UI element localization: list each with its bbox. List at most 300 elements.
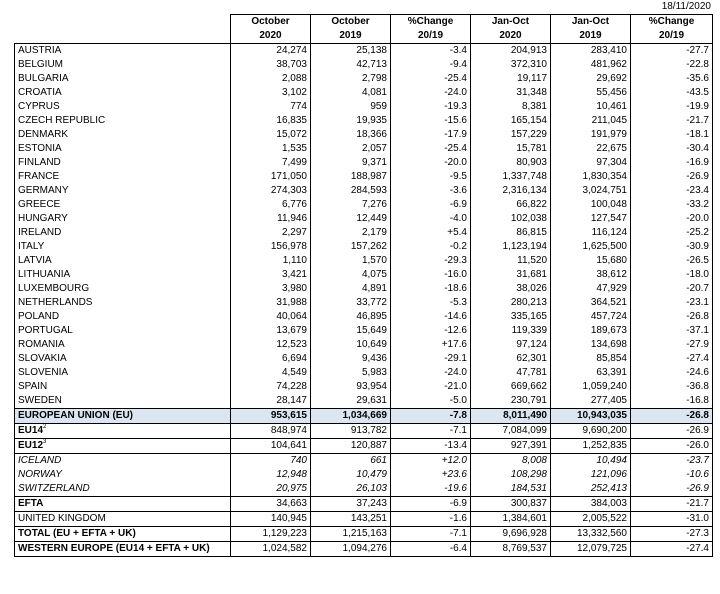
value-cell: 8,769,537 xyxy=(471,542,551,557)
value-cell: -26.9 xyxy=(631,424,713,439)
country-row xyxy=(15,282,713,296)
registrations-table xyxy=(14,14,713,557)
value-cell: 29,692 xyxy=(551,72,631,86)
value-cell: 10,494 xyxy=(551,454,631,469)
table-header xyxy=(15,15,713,44)
col-header: Jan-Oct 2020 xyxy=(471,15,551,44)
country-row xyxy=(15,338,713,352)
value-cell: -19.6 xyxy=(391,482,471,497)
row-label-text: EFTA xyxy=(18,498,44,509)
value-cell: -27.3 xyxy=(631,527,713,542)
value-cell: 7,499 xyxy=(231,156,311,170)
row-label-text: LATVIA xyxy=(18,255,52,266)
value-cell: -18.0 xyxy=(631,268,713,282)
value-cell: -27.9 xyxy=(631,338,713,352)
value-cell: 31,348 xyxy=(471,86,551,100)
value-cell: -6.4 xyxy=(391,542,471,557)
row-label-text: CZECH REPUBLIC xyxy=(18,115,106,126)
value-cell: 191,979 xyxy=(551,128,631,142)
value-cell: -21.0 xyxy=(391,380,471,394)
value-cell: 384,003 xyxy=(551,497,631,512)
value-cell: -25.4 xyxy=(391,142,471,156)
value-cell: 1,024,582 xyxy=(231,542,311,557)
value-cell: -26.8 xyxy=(631,310,713,324)
value-cell: 119,339 xyxy=(471,324,551,338)
value-cell: 97,304 xyxy=(551,156,631,170)
value-cell: 42,713 xyxy=(311,58,391,72)
value-cell: 4,891 xyxy=(311,282,391,296)
value-cell: +23.6 xyxy=(391,468,471,482)
value-cell: 31,681 xyxy=(471,268,551,282)
value-cell: 100,048 xyxy=(551,198,631,212)
value-cell: 1,034,669 xyxy=(311,409,391,424)
value-cell: 31,988 xyxy=(231,296,311,310)
value-cell: 12,079,725 xyxy=(551,542,631,557)
row-label-text: PORTUGAL xyxy=(18,325,73,336)
value-cell: 38,703 xyxy=(231,58,311,72)
row-label-text: IRELAND xyxy=(18,227,62,238)
value-cell: -27.7 xyxy=(631,44,713,59)
row-label xyxy=(15,128,231,142)
value-cell: 104,641 xyxy=(231,439,311,454)
country-row xyxy=(15,100,713,114)
row-label xyxy=(15,72,231,86)
value-cell: 2,088 xyxy=(231,72,311,86)
value-cell: -24.0 xyxy=(391,86,471,100)
row-label-text: GERMANY xyxy=(18,185,69,196)
value-cell: -13.4 xyxy=(391,439,471,454)
value-cell: 189,673 xyxy=(551,324,631,338)
value-cell: -24.6 xyxy=(631,366,713,380)
country-row xyxy=(15,128,713,142)
value-cell: 120,887 xyxy=(311,439,391,454)
row-label xyxy=(15,338,231,352)
value-cell: 15,649 xyxy=(311,324,391,338)
value-cell: 24,274 xyxy=(231,44,311,59)
row-label xyxy=(15,114,231,128)
row-label-text: ROMANIA xyxy=(18,339,65,350)
value-cell: -4.0 xyxy=(391,212,471,226)
value-cell: 6,776 xyxy=(231,198,311,212)
country-row xyxy=(15,240,713,254)
row-label-text: ESTONIA xyxy=(18,143,62,154)
country-row xyxy=(15,324,713,338)
value-cell: 3,024,751 xyxy=(551,184,631,198)
row-label xyxy=(15,268,231,282)
country-row xyxy=(15,394,713,409)
value-cell: 1,625,500 xyxy=(551,240,631,254)
value-cell: -16.9 xyxy=(631,156,713,170)
row-label-text: ITALY xyxy=(18,241,45,252)
value-cell: 33,772 xyxy=(311,296,391,310)
table-body xyxy=(15,44,713,557)
row-label-text: EU12 xyxy=(18,440,44,451)
country-row xyxy=(15,184,713,198)
value-cell: 18,366 xyxy=(311,128,391,142)
value-cell: 15,680 xyxy=(551,254,631,268)
value-cell: -26.9 xyxy=(631,482,713,497)
value-cell: 156,978 xyxy=(231,240,311,254)
value-cell: 953,615 xyxy=(231,409,311,424)
value-cell: 913,782 xyxy=(311,424,391,439)
value-cell: 4,075 xyxy=(311,268,391,282)
efta-country-row xyxy=(15,454,713,469)
value-cell: 1,094,276 xyxy=(311,542,391,557)
value-cell: -35.6 xyxy=(631,72,713,86)
row-label xyxy=(15,170,231,184)
value-cell: -5.3 xyxy=(391,296,471,310)
row-label xyxy=(15,482,231,497)
row-label-text: SLOVAKIA xyxy=(18,353,67,364)
row-label-text: NETHERLANDS xyxy=(18,297,93,308)
value-cell: 143,251 xyxy=(311,512,391,527)
value-cell: 1,830,354 xyxy=(551,170,631,184)
row-label-text: GREECE xyxy=(18,199,61,210)
value-cell: -7.8 xyxy=(391,409,471,424)
country-row xyxy=(15,254,713,268)
country-row xyxy=(15,156,713,170)
uk-row xyxy=(15,512,713,527)
value-cell: 7,084,099 xyxy=(471,424,551,439)
row-label xyxy=(15,380,231,394)
value-cell: 102,038 xyxy=(471,212,551,226)
row-label xyxy=(15,324,231,338)
value-cell: 4,081 xyxy=(311,86,391,100)
value-cell: -30.9 xyxy=(631,240,713,254)
value-cell: 283,410 xyxy=(551,44,631,59)
value-cell: 8,008 xyxy=(471,454,551,469)
row-label xyxy=(15,240,231,254)
value-cell: -7.1 xyxy=(391,527,471,542)
value-cell: -26.5 xyxy=(631,254,713,268)
value-cell: 2,316,134 xyxy=(471,184,551,198)
value-cell: 9,436 xyxy=(311,352,391,366)
value-cell: 86,815 xyxy=(471,226,551,240)
row-label xyxy=(15,282,231,296)
row-label xyxy=(15,542,231,557)
value-cell: -18.6 xyxy=(391,282,471,296)
value-cell: -26.9 xyxy=(631,170,713,184)
value-cell: 1,123,194 xyxy=(471,240,551,254)
country-row xyxy=(15,72,713,86)
value-cell: 121,096 xyxy=(551,468,631,482)
row-label xyxy=(15,296,231,310)
value-cell: 38,026 xyxy=(471,282,551,296)
footnote-marker: 3 xyxy=(43,439,47,445)
row-label-text: SWITZERLAND xyxy=(18,483,90,494)
row-label xyxy=(15,468,231,482)
row-label-text: BULGARIA xyxy=(18,73,69,84)
value-cell: -15.6 xyxy=(391,114,471,128)
value-cell: -25.2 xyxy=(631,226,713,240)
value-cell: -20.0 xyxy=(631,212,713,226)
row-label xyxy=(15,497,231,512)
value-cell: -30.4 xyxy=(631,142,713,156)
eu12-row xyxy=(15,439,713,454)
value-cell: -36.8 xyxy=(631,380,713,394)
row-label xyxy=(15,184,231,198)
value-cell: 959 xyxy=(311,100,391,114)
row-label xyxy=(15,512,231,527)
row-label xyxy=(15,527,231,542)
eu14-row xyxy=(15,424,713,439)
row-label xyxy=(15,424,231,439)
row-label xyxy=(15,142,231,156)
value-cell: 8,381 xyxy=(471,100,551,114)
row-label-text: WESTERN EUROPE (EU14 + EFTA + UK) xyxy=(18,543,210,554)
efta-country-row xyxy=(15,482,713,497)
value-cell: 2,798 xyxy=(311,72,391,86)
country-row xyxy=(15,142,713,156)
value-cell: 16,835 xyxy=(231,114,311,128)
value-cell: 211,045 xyxy=(551,114,631,128)
value-cell: 1,384,601 xyxy=(471,512,551,527)
value-cell: 10,461 xyxy=(551,100,631,114)
country-row xyxy=(15,380,713,394)
value-cell: 848,974 xyxy=(231,424,311,439)
value-cell: -7.1 xyxy=(391,424,471,439)
row-label-text: SPAIN xyxy=(18,381,48,392)
value-cell: 157,262 xyxy=(311,240,391,254)
col-header: %Change 20/19 xyxy=(391,15,471,44)
value-cell: -19.9 xyxy=(631,100,713,114)
value-cell: 93,954 xyxy=(311,380,391,394)
row-label-text: FRANCE xyxy=(18,171,60,182)
value-cell: 457,724 xyxy=(551,310,631,324)
row-label xyxy=(15,254,231,268)
value-cell: 29,631 xyxy=(311,394,391,409)
value-cell: 277,405 xyxy=(551,394,631,409)
country-row xyxy=(15,268,713,282)
value-cell: 1,337,748 xyxy=(471,170,551,184)
value-cell: -23.7 xyxy=(631,454,713,469)
country-row xyxy=(15,226,713,240)
country-row xyxy=(15,198,713,212)
value-cell: 204,913 xyxy=(471,44,551,59)
value-cell: 10,479 xyxy=(311,468,391,482)
col-header: Jan-Oct 2019 xyxy=(551,15,631,44)
row-label xyxy=(15,86,231,100)
value-cell: -6.9 xyxy=(391,497,471,512)
row-label xyxy=(15,44,231,59)
value-cell: 20,975 xyxy=(231,482,311,497)
row-label-text: BELGIUM xyxy=(18,59,64,70)
row-label-text: CROATIA xyxy=(18,87,62,98)
value-cell: 12,449 xyxy=(311,212,391,226)
value-cell: 22,675 xyxy=(551,142,631,156)
value-cell: -22.8 xyxy=(631,58,713,72)
value-cell: -5.0 xyxy=(391,394,471,409)
value-cell: 63,391 xyxy=(551,366,631,380)
value-cell: 740 xyxy=(231,454,311,469)
value-cell: 1,215,163 xyxy=(311,527,391,542)
corner-cell xyxy=(15,15,231,44)
western-europe-row xyxy=(15,542,713,557)
value-cell: -26.0 xyxy=(631,439,713,454)
value-cell: 55,456 xyxy=(551,86,631,100)
value-cell: 335,165 xyxy=(471,310,551,324)
value-cell: 364,521 xyxy=(551,296,631,310)
value-cell: 9,690,200 xyxy=(551,424,631,439)
value-cell: -29.1 xyxy=(391,352,471,366)
country-row xyxy=(15,170,713,184)
value-cell: 46,895 xyxy=(311,310,391,324)
value-cell: 13,679 xyxy=(231,324,311,338)
value-cell: 97,124 xyxy=(471,338,551,352)
value-cell: -23.4 xyxy=(631,184,713,198)
row-label-text: SWEDEN xyxy=(18,395,62,406)
row-label-text: HUNGARY xyxy=(18,213,68,224)
value-cell: -25.4 xyxy=(391,72,471,86)
row-label-text: DENMARK xyxy=(18,129,69,140)
value-cell: 108,298 xyxy=(471,468,551,482)
row-label-text: UNITED KINGDOM xyxy=(18,513,106,524)
value-cell: 12,523 xyxy=(231,338,311,352)
value-cell: -20.0 xyxy=(391,156,471,170)
value-cell: 11,946 xyxy=(231,212,311,226)
value-cell: 34,663 xyxy=(231,497,311,512)
value-cell: -29.3 xyxy=(391,254,471,268)
value-cell: 9,696,928 xyxy=(471,527,551,542)
value-cell: +5.4 xyxy=(391,226,471,240)
value-cell: 9,371 xyxy=(311,156,391,170)
country-row xyxy=(15,310,713,324)
value-cell: 28,147 xyxy=(231,394,311,409)
row-label xyxy=(15,352,231,366)
value-cell: 47,781 xyxy=(471,366,551,380)
row-label-text: AUSTRIA xyxy=(18,45,62,56)
value-cell: 116,124 xyxy=(551,226,631,240)
value-cell: -24.0 xyxy=(391,366,471,380)
value-cell: 2,005,522 xyxy=(551,512,631,527)
value-cell: 1,252,835 xyxy=(551,439,631,454)
value-cell: -3.4 xyxy=(391,44,471,59)
value-cell: -17.9 xyxy=(391,128,471,142)
report-date: 18/11/2020 xyxy=(661,1,711,12)
value-cell: -37.1 xyxy=(631,324,713,338)
row-label-text: EUROPEAN UNION (EU) xyxy=(18,410,134,421)
value-cell: 4,549 xyxy=(231,366,311,380)
value-cell: 13,332,560 xyxy=(551,527,631,542)
value-cell: -26.8 xyxy=(631,409,713,424)
country-row xyxy=(15,296,713,310)
value-cell: 25,138 xyxy=(311,44,391,59)
value-cell: 26,103 xyxy=(311,482,391,497)
row-label-text: EU14 xyxy=(18,425,44,436)
footnote-marker: 2 xyxy=(43,424,47,430)
col-header: %Change 20/19 xyxy=(631,15,713,44)
value-cell: 85,854 xyxy=(551,352,631,366)
row-label xyxy=(15,58,231,72)
value-cell: 38,612 xyxy=(551,268,631,282)
value-cell: -12.6 xyxy=(391,324,471,338)
value-cell: 80,903 xyxy=(471,156,551,170)
value-cell: 774 xyxy=(231,100,311,114)
value-cell: 184,531 xyxy=(471,482,551,497)
country-row xyxy=(15,58,713,72)
value-cell: 15,781 xyxy=(471,142,551,156)
value-cell: +17.6 xyxy=(391,338,471,352)
value-cell: 40,064 xyxy=(231,310,311,324)
row-label xyxy=(15,198,231,212)
value-cell: 10,649 xyxy=(311,338,391,352)
value-cell: -16.8 xyxy=(631,394,713,409)
value-cell: 188,987 xyxy=(311,170,391,184)
country-row xyxy=(15,366,713,380)
value-cell: -20.7 xyxy=(631,282,713,296)
value-cell: 12,948 xyxy=(231,468,311,482)
value-cell: 280,213 xyxy=(471,296,551,310)
value-cell: 6,694 xyxy=(231,352,311,366)
row-label xyxy=(15,212,231,226)
value-cell: -18.1 xyxy=(631,128,713,142)
value-cell: -21.7 xyxy=(631,114,713,128)
row-label xyxy=(15,100,231,114)
value-cell: 3,421 xyxy=(231,268,311,282)
country-row xyxy=(15,86,713,100)
value-cell: -6.9 xyxy=(391,198,471,212)
value-cell: -27.4 xyxy=(631,542,713,557)
value-cell: -10.6 xyxy=(631,468,713,482)
value-cell: 37,243 xyxy=(311,497,391,512)
value-cell: 19,935 xyxy=(311,114,391,128)
value-cell: 2,297 xyxy=(231,226,311,240)
value-cell: -1.6 xyxy=(391,512,471,527)
value-cell: -21.7 xyxy=(631,497,713,512)
value-cell: +12.0 xyxy=(391,454,471,469)
row-label-text: LITHUANIA xyxy=(18,269,71,280)
value-cell: 134,698 xyxy=(551,338,631,352)
value-cell: 10,943,035 xyxy=(551,409,631,424)
value-cell: -0.2 xyxy=(391,240,471,254)
value-cell: 1,129,223 xyxy=(231,527,311,542)
value-cell: -14.6 xyxy=(391,310,471,324)
eu-total-row xyxy=(15,409,713,424)
row-label xyxy=(15,454,231,469)
row-label xyxy=(15,226,231,240)
country-row xyxy=(15,212,713,226)
col-header: October 2020 xyxy=(231,15,311,44)
value-cell: 2,179 xyxy=(311,226,391,240)
value-cell: 165,154 xyxy=(471,114,551,128)
value-cell: 252,413 xyxy=(551,482,631,497)
row-label-text: FINLAND xyxy=(18,157,61,168)
value-cell: 15,072 xyxy=(231,128,311,142)
value-cell: 62,301 xyxy=(471,352,551,366)
value-cell: 5,983 xyxy=(311,366,391,380)
value-cell: -3.6 xyxy=(391,184,471,198)
value-cell: 19,117 xyxy=(471,72,551,86)
row-label-text: CYPRUS xyxy=(18,101,60,112)
value-cell: -33.2 xyxy=(631,198,713,212)
value-cell: 3,980 xyxy=(231,282,311,296)
row-label-text: TOTAL (EU + EFTA + UK) xyxy=(18,528,136,539)
country-row xyxy=(15,352,713,366)
value-cell: 274,303 xyxy=(231,184,311,198)
value-cell: 1,110 xyxy=(231,254,311,268)
value-cell: 927,391 xyxy=(471,439,551,454)
value-cell: 8,011,490 xyxy=(471,409,551,424)
value-cell: 74,228 xyxy=(231,380,311,394)
value-cell: 140,945 xyxy=(231,512,311,527)
value-cell: -16.0 xyxy=(391,268,471,282)
value-cell: 157,229 xyxy=(471,128,551,142)
value-cell: 284,593 xyxy=(311,184,391,198)
value-cell: 127,547 xyxy=(551,212,631,226)
value-cell: 661 xyxy=(311,454,391,469)
value-cell: -9.5 xyxy=(391,170,471,184)
col-header: October 2019 xyxy=(311,15,391,44)
